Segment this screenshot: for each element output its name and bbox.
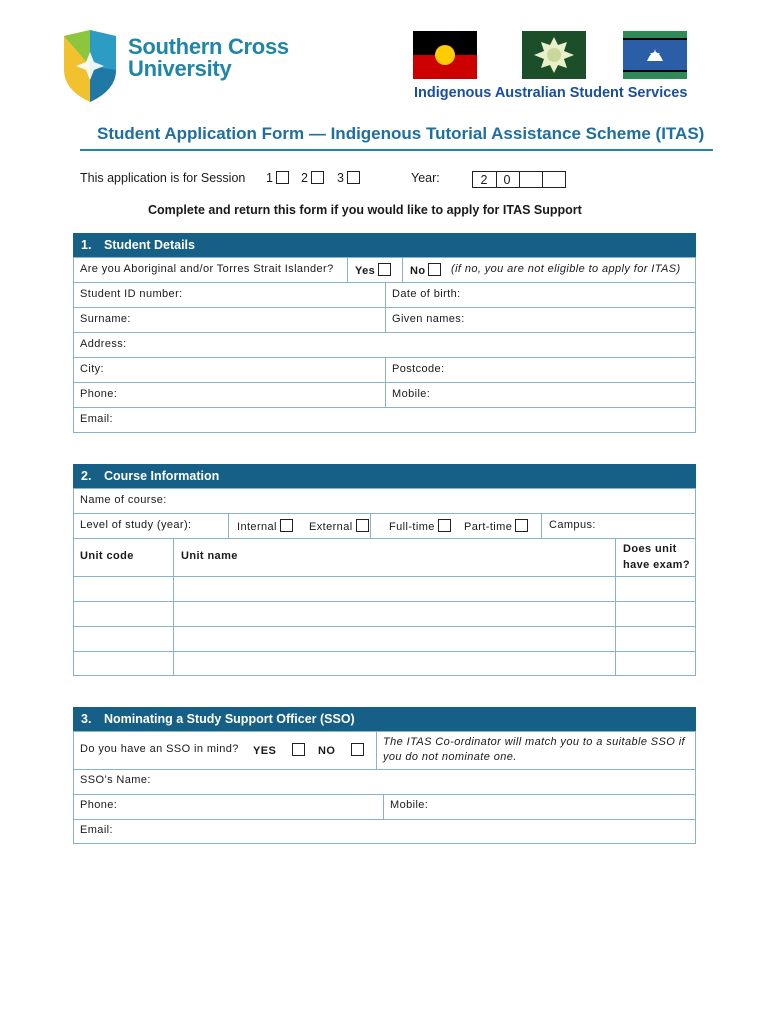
level-of-study-field[interactable]: Level of study (year): <box>80 519 192 531</box>
postcode-field[interactable]: Postcode: <box>392 363 445 375</box>
unit-code-cell[interactable] <box>74 602 172 626</box>
session-option-3[interactable]: 3 <box>337 171 360 185</box>
unit-code-cell[interactable] <box>74 627 172 651</box>
unit-code-header: Unit code <box>80 550 134 562</box>
form-title: Student Application Form — Indigenous Tutorial Assistance Scheme (ITAS) <box>97 124 705 143</box>
session-option-1[interactable]: 1 <box>266 171 289 185</box>
sso-question: Do you have an SSO in mind? <box>80 743 239 755</box>
session-2-checkbox[interactable] <box>311 171 324 184</box>
campus-field[interactable]: Campus: <box>549 519 596 531</box>
sso-mobile-field[interactable]: Mobile: <box>390 799 429 811</box>
unit-exam-cell[interactable] <box>616 577 695 601</box>
year-input[interactable] <box>472 171 566 188</box>
emblem-icon <box>522 31 586 79</box>
given-names-field[interactable]: Given names: <box>392 313 465 325</box>
unit-exam-cell[interactable] <box>616 652 695 675</box>
title-rule <box>80 149 713 151</box>
unit-name-cell[interactable] <box>174 627 614 651</box>
sso-no-checkbox[interactable] <box>351 743 364 756</box>
aboriginal-no-checkbox[interactable] <box>428 263 441 276</box>
dob-field[interactable]: Date of birth: <box>392 288 461 300</box>
external-option[interactable]: External <box>309 519 369 533</box>
internal-checkbox[interactable] <box>280 519 293 532</box>
unit-code-cell[interactable] <box>74 652 172 675</box>
sso-email-field[interactable]: Email: <box>80 824 113 836</box>
section3-header: 3. Nominating a Study Support Officer (SSO) <box>73 707 696 731</box>
student-id-field[interactable]: Student ID number: <box>80 288 183 300</box>
email-field[interactable]: Email: <box>80 413 113 425</box>
aboriginal-no[interactable]: No <box>410 263 441 277</box>
aboriginal-yes-checkbox[interactable] <box>378 263 391 276</box>
sso-yes-option[interactable]: YES <box>253 743 305 757</box>
unit-name-cell[interactable] <box>174 602 614 626</box>
unit-name-cell[interactable] <box>174 577 614 601</box>
unit-name-cell[interactable] <box>174 652 614 675</box>
department-name: Indigenous Australian Student Services <box>414 85 688 101</box>
unit-exam-cell[interactable] <box>616 602 695 626</box>
section2-header: 2. Course Information <box>73 464 696 488</box>
aboriginal-question: Are you Aboriginal and/or Torres Strait Islander? <box>80 263 334 275</box>
section1-title: Student Details <box>104 238 195 252</box>
session-3-checkbox[interactable] <box>347 171 360 184</box>
torres-strait-flag-icon <box>623 31 687 79</box>
year-digit-1: 2 <box>480 173 488 187</box>
exam-header-line1: Does unit <box>623 543 677 555</box>
year-digit-2: 0 <box>503 173 511 187</box>
exam-header-line2: have exam? <box>623 559 690 571</box>
scu-logo-icon <box>60 30 120 102</box>
section3-title: Nominating a Study Support Officer (SSO) <box>104 712 355 726</box>
surname-field[interactable]: Surname: <box>80 313 131 325</box>
internal-option[interactable]: Internal <box>237 519 293 533</box>
address-field[interactable]: Address: <box>80 338 127 350</box>
logo-line2: University <box>128 56 232 81</box>
session-1-checkbox[interactable] <box>276 171 289 184</box>
sso-note-line1: The ITAS Co-ordinator will match you to a suitable SSO if <box>383 736 685 748</box>
sso-name-field[interactable]: SSO’s Name: <box>80 774 151 786</box>
unit-name-header: Unit name <box>181 550 238 562</box>
unit-exam-cell[interactable] <box>616 627 695 651</box>
city-field[interactable]: City: <box>80 363 104 375</box>
mobile-field[interactable]: Mobile: <box>392 388 431 400</box>
sso-no-option[interactable]: NO <box>318 743 364 757</box>
section2-title: Course Information <box>104 469 220 483</box>
aboriginal-flag-icon <box>413 31 477 79</box>
external-checkbox[interactable] <box>356 519 369 532</box>
unit-code-cell[interactable] <box>74 577 172 601</box>
fulltime-checkbox[interactable] <box>438 519 451 532</box>
instruction-text: Complete and return this form if you would like to apply for ITAS Support <box>148 203 582 217</box>
eligibility-note: (if no, you are not eligible to apply for ITAS) <box>451 263 681 275</box>
section1-header: 1. Student Details <box>73 233 696 257</box>
parttime-checkbox[interactable] <box>515 519 528 532</box>
parttime-option[interactable]: Part-time <box>464 519 528 533</box>
session-label: This application is for Session <box>80 171 246 185</box>
sso-yes-checkbox[interactable] <box>292 743 305 756</box>
sso-note-line2: you do not nominate one. <box>383 751 517 763</box>
session-option-2[interactable]: 2 <box>301 171 324 185</box>
phone-field[interactable]: Phone: <box>80 388 118 400</box>
course-name-field[interactable]: Name of course: <box>80 494 167 506</box>
fulltime-option[interactable]: Full-time <box>389 519 451 533</box>
year-label: Year: <box>411 171 440 185</box>
logo-line1: Southern Cross <box>128 34 289 59</box>
aboriginal-yes[interactable]: Yes <box>355 263 391 277</box>
sso-phone-field[interactable]: Phone: <box>80 799 118 811</box>
